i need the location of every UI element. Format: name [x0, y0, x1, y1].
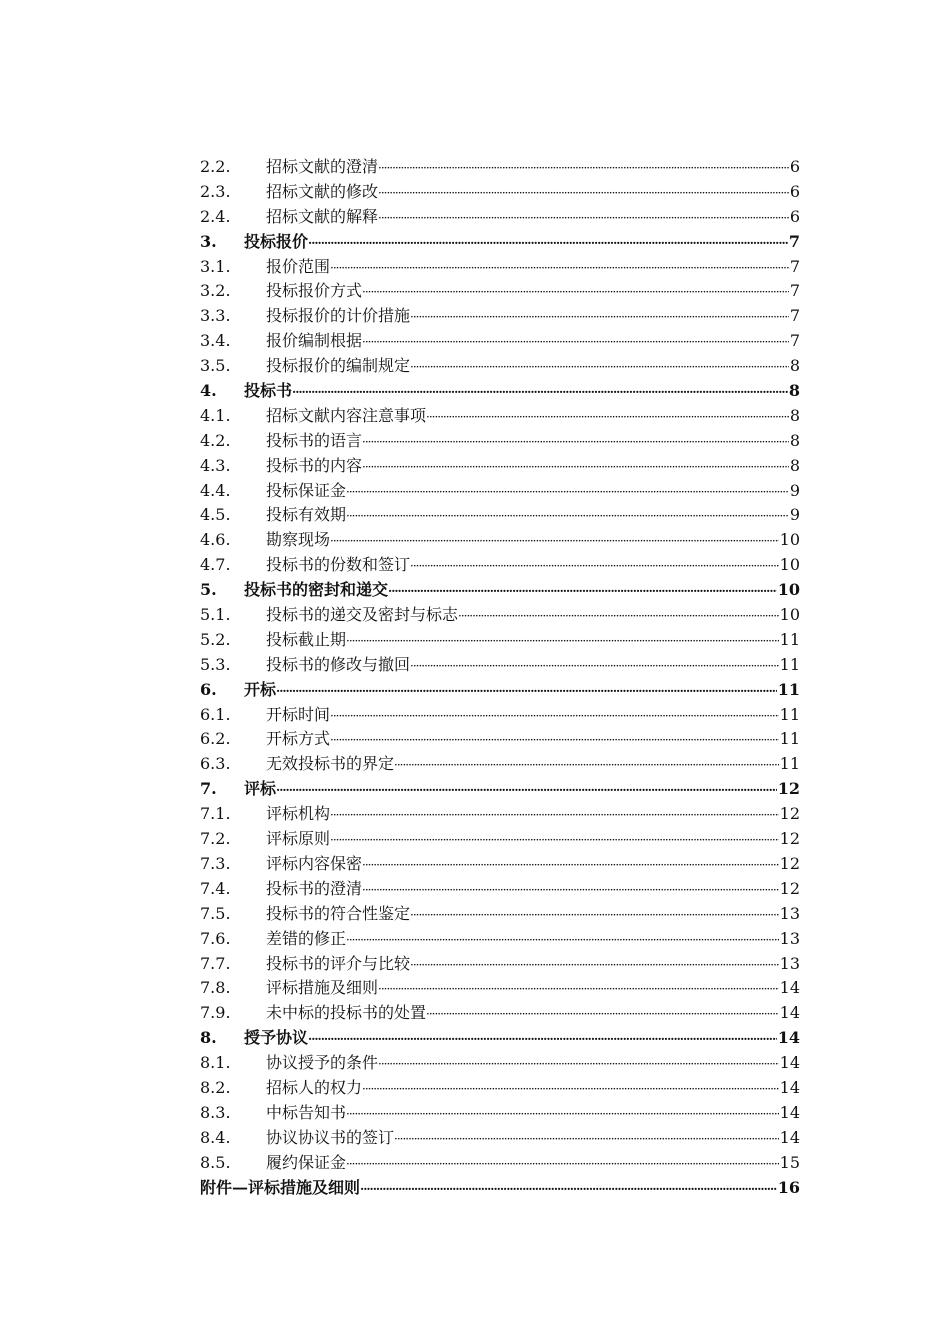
toc-subsection-entry[interactable]	[200, 354, 800, 379]
toc-subsection-entry[interactable]	[200, 927, 800, 952]
toc-subsection-entry[interactable]	[200, 827, 800, 852]
toc-entry-page-number: 14	[779, 1053, 800, 1073]
toc-entry-page-number: 11	[779, 654, 800, 674]
toc-entry-number: 7.2.	[200, 829, 231, 849]
toc-entry-number: 6.2.	[200, 729, 231, 749]
toc-entry-number: 4.	[200, 381, 217, 401]
toc-subsection-entry[interactable]	[200, 304, 800, 329]
toc-entry-title: 附件—评标措施及细则	[200, 1177, 361, 1197]
toc-entry-number: 7.9.	[200, 1003, 231, 1023]
toc-subsection-entry[interactable]	[200, 1151, 800, 1176]
toc-entry-number: 6.1.	[200, 704, 231, 724]
toc-entry-title: 投标报价方式	[266, 281, 363, 301]
toc-entry-page-number: 8	[789, 455, 800, 475]
toc-entry-number: 2.4.	[200, 206, 231, 226]
toc-dot-leader	[388, 579, 777, 604]
toc-section-entry[interactable]	[200, 1026, 800, 1051]
toc-entry-page-number: 11	[779, 704, 800, 724]
toc-entry-number: 7.3.	[200, 853, 231, 873]
toc-entry-title: 投标有效期	[266, 505, 347, 525]
toc-entry-number: 8.5.	[200, 1152, 231, 1172]
toc-entry-number: 3.1.	[200, 256, 231, 276]
toc-dot-leader	[458, 604, 779, 629]
toc-entry-title: 投标截止期	[266, 629, 347, 649]
toc-entry-page-number: 9	[789, 505, 800, 525]
toc-entry-page-number: 8	[788, 381, 800, 401]
toc-entry-title: 投标书的澄清	[266, 878, 363, 898]
toc-entry-page-number: 6	[789, 181, 800, 201]
toc-dot-leader	[346, 928, 779, 953]
toc-entry-number: 2.3.	[200, 181, 231, 201]
toc-entry-number: 3.3.	[200, 306, 231, 326]
toc-entry-title: 投标书的密封和递交	[244, 580, 389, 600]
toc-subsection-entry[interactable]	[200, 1051, 800, 1076]
toc-entry-title: 协议协议书的签订	[266, 1127, 395, 1147]
toc-subsection-entry[interactable]	[200, 1001, 800, 1026]
toc-entry-title: 招标文献的解释	[266, 206, 379, 226]
toc-dot-leader	[362, 430, 789, 455]
toc-entry-page-number: 12	[779, 804, 800, 824]
toc-entry-title: 评标原则	[266, 829, 331, 849]
toc-dot-leader	[378, 181, 789, 206]
toc-dot-leader	[346, 480, 789, 505]
toc-dot-leader	[308, 1027, 777, 1052]
toc-dot-leader	[292, 380, 788, 405]
toc-entry-page-number: 8	[789, 356, 800, 376]
toc-entry-title: 协议授予的条件	[266, 1053, 379, 1073]
toc-entry-number: 3.	[200, 231, 217, 251]
toc-entry-title: 投标报价	[244, 231, 309, 251]
toc-dot-leader	[410, 305, 789, 330]
toc-entry-number: 2.2.	[200, 157, 231, 176]
toc-dot-leader	[346, 1152, 779, 1177]
toc-section-entry[interactable]	[200, 578, 800, 603]
toc-entry-title: 未中标的投标书的处置	[266, 1003, 427, 1023]
toc-subsection-entry[interactable]	[200, 703, 800, 728]
toc-section-entry[interactable]	[200, 379, 800, 404]
toc-entry-title: 投标书的评介与比较	[266, 953, 411, 973]
toc-entry-number: 5.2.	[200, 629, 231, 649]
toc-dot-leader	[276, 778, 777, 803]
toc-dot-leader	[410, 355, 789, 380]
toc-entry-page-number: 14	[779, 1077, 800, 1097]
toc-entry-title: 履约保证金	[266, 1152, 347, 1172]
toc-subsection-entry[interactable]	[200, 603, 800, 628]
toc-subsection-entry[interactable]	[200, 404, 800, 429]
toc-entry-title: 投标保证金	[266, 480, 347, 500]
toc-entry-page-number: 11	[779, 754, 800, 774]
toc-entry-page-number: 11	[779, 729, 800, 749]
toc-dot-leader	[426, 1002, 779, 1027]
toc-entry-number: 7.1.	[200, 804, 231, 824]
toc-dot-leader	[362, 280, 789, 305]
toc-dot-leader	[378, 156, 789, 181]
toc-subsection-entry[interactable]	[200, 628, 800, 653]
toc-entry-number: 4.7.	[200, 555, 231, 575]
toc-entry-number: 4.5.	[200, 505, 231, 525]
toc-entry-number: 8.	[200, 1028, 217, 1048]
toc-entry-title: 投标书的递交及密封与标志	[266, 605, 459, 625]
toc-subsection-entry[interactable]	[200, 180, 800, 205]
toc-dot-leader	[330, 803, 779, 828]
toc-entry-page-number: 9	[789, 480, 800, 500]
toc-entry-number: 7.7.	[200, 953, 231, 973]
toc-entry-page-number: 11	[779, 629, 800, 649]
toc-entry-number: 7.6.	[200, 928, 231, 948]
toc-entry-title: 投标书的修改与撤回	[266, 654, 411, 674]
toc-entry-number: 3.5.	[200, 356, 231, 376]
toc-dot-leader	[410, 953, 779, 978]
toc-entry-number: 3.2.	[200, 281, 231, 301]
toc-entry-title: 报价范围	[266, 256, 331, 276]
toc-entry-number: 4.4.	[200, 480, 231, 500]
toc-dot-leader	[410, 903, 779, 928]
toc-dot-leader	[330, 256, 789, 281]
toc-entry-title: 报价编制根据	[266, 331, 363, 351]
toc-section-entry[interactable]	[200, 777, 800, 802]
toc-dot-leader	[378, 977, 779, 1002]
toc-section-entry[interactable]	[200, 678, 800, 703]
toc-subsection-entry[interactable]	[200, 528, 800, 553]
toc-entry-number: 4.6.	[200, 530, 231, 550]
toc-entry-page-number: 14	[779, 1003, 800, 1023]
toc-entry-page-number: 10	[777, 580, 800, 600]
toc-entry-page-number: 13	[779, 928, 800, 948]
toc-subsection-entry[interactable]	[200, 503, 800, 528]
toc-subsection-entry[interactable]	[200, 877, 800, 902]
toc-subsection-entry[interactable]	[200, 802, 800, 827]
toc-subsection-entry[interactable]	[200, 727, 800, 752]
toc-entry-title: 投标书的语言	[266, 430, 363, 450]
toc-subsection-entry[interactable]	[200, 479, 800, 504]
toc-entry-number: 5.3.	[200, 654, 231, 674]
toc-entry-title: 开标方式	[266, 729, 331, 749]
toc-entry-page-number: 13	[779, 903, 800, 923]
toc-dot-leader	[330, 728, 779, 753]
toc-dot-leader	[360, 1177, 777, 1202]
toc-entry-number: 7.	[200, 779, 217, 799]
toc-subsection-entry[interactable]	[200, 902, 800, 927]
toc-entry-number: 8.4.	[200, 1127, 231, 1147]
toc-subsection-entry[interactable]	[200, 454, 800, 479]
toc-dot-leader	[276, 679, 777, 704]
toc-dot-leader	[378, 1052, 779, 1077]
toc-entry-page-number: 10	[779, 530, 800, 550]
toc-dot-leader	[330, 828, 779, 853]
toc-subsection-entry[interactable]	[200, 429, 800, 454]
toc-dot-leader	[362, 878, 779, 903]
toc-entry-page-number: 6	[789, 206, 800, 226]
toc-entry-title: 招标文献内容注意事项	[266, 405, 427, 425]
toc-entry-title: 差错的修正	[266, 928, 347, 948]
toc-entry-page-number: 12	[779, 853, 800, 873]
toc-subsection-entry[interactable]	[200, 976, 800, 1001]
toc-subsection-entry[interactable]	[200, 1076, 800, 1101]
toc-entry-page-number: 14	[779, 1127, 800, 1147]
toc-dot-leader	[362, 455, 789, 480]
toc-subsection-entry[interactable]	[200, 279, 800, 304]
toc-entry-page-number: 13	[779, 953, 800, 973]
toc-entry-page-number: 12	[779, 829, 800, 849]
toc-entry-number: 6.	[200, 679, 217, 699]
toc-entry-page-number: 14	[777, 1028, 800, 1048]
toc-entry-title: 投标书的符合性鉴定	[266, 903, 411, 923]
toc-dot-leader	[308, 231, 788, 256]
toc-entry-title: 授予协议	[244, 1028, 309, 1048]
toc-entry-number: 7.4.	[200, 878, 231, 898]
toc-entry-title: 招标文献的修改	[266, 181, 379, 201]
toc-dot-leader	[394, 753, 779, 778]
toc-entry-page-number: 7	[789, 306, 800, 326]
toc-entry-title: 投标书的份数和签订	[266, 555, 411, 575]
toc-entry-page-number: 7	[789, 281, 800, 301]
toc-dot-leader	[362, 330, 789, 355]
toc-dot-leader	[362, 853, 779, 878]
toc-entry-title: 投标报价的编制规定	[266, 356, 411, 376]
toc-entry-page-number: 7	[789, 256, 800, 276]
toc-entry-page-number: 8	[789, 405, 800, 425]
toc-subsection-entry[interactable]	[200, 553, 800, 578]
toc-entry-title: 评标内容保密	[266, 853, 363, 873]
toc-entry-page-number: 7	[788, 231, 800, 251]
toc-entry-page-number: 10	[779, 555, 800, 575]
toc-entry-title: 开标	[244, 679, 277, 699]
toc-entry-title: 投标书的内容	[266, 455, 363, 475]
toc-entry-number: 7.5.	[200, 903, 231, 923]
toc-dot-leader	[346, 1102, 779, 1127]
toc-entry-title: 开标时间	[266, 704, 331, 724]
toc-entry-page-number: 14	[779, 978, 800, 998]
toc-entry-number: 6.3.	[200, 754, 231, 774]
toc-entry-page-number: 8	[789, 430, 800, 450]
toc-entry-title: 评标	[244, 779, 277, 799]
toc-entry-page-number: 14	[779, 1102, 800, 1122]
toc-entry-page-number: 7	[789, 331, 800, 351]
toc-entry-number: 7.8.	[200, 978, 231, 998]
toc-subsection-entry[interactable]	[200, 653, 800, 678]
toc-entry-title: 投标报价的计价措施	[266, 306, 411, 326]
toc-dot-leader	[346, 504, 789, 529]
toc-entry-page-number: 10	[779, 605, 800, 625]
toc-dot-leader	[410, 554, 779, 579]
toc-entry-title: 评标机构	[266, 804, 331, 824]
toc-entry-page-number: 6	[789, 157, 800, 176]
toc-subsection-entry[interactable]	[200, 952, 800, 977]
toc-entry-page-number: 11	[777, 679, 800, 699]
toc-section-entry[interactable]	[200, 230, 800, 255]
toc-entry-title: 招标人的权力	[266, 1077, 363, 1097]
toc-dot-leader	[362, 1077, 779, 1102]
toc-entry-title: 中标告知书	[266, 1102, 347, 1122]
toc-subsection-entry[interactable]	[200, 852, 800, 877]
toc-entry-page-number: 15	[779, 1152, 800, 1172]
toc-entry-page-number: 12	[777, 779, 800, 799]
toc-entry-number: 4.1.	[200, 405, 231, 425]
toc-entry-title: 评标措施及细则	[266, 978, 379, 998]
toc-entry-title: 投标书	[244, 381, 293, 401]
toc-subsection-entry[interactable]	[200, 205, 800, 230]
toc-entry-page-number: 16	[777, 1177, 800, 1197]
toc-entry-page-number: 12	[779, 878, 800, 898]
toc-entry-number: 4.3.	[200, 455, 231, 475]
toc-entry-title: 招标文献的澄清	[266, 157, 379, 176]
toc-dot-leader	[330, 704, 779, 729]
toc-entry-number: 3.4.	[200, 331, 231, 351]
toc-entry-number: 5.	[200, 580, 217, 600]
table-of-contents	[200, 155, 800, 1200]
toc-entry-number: 4.2.	[200, 430, 231, 450]
toc-entry-number: 8.3.	[200, 1102, 231, 1122]
toc-subsection-entry[interactable]	[200, 329, 800, 354]
toc-dot-leader	[378, 206, 789, 231]
toc-dot-leader	[330, 529, 779, 554]
toc-dot-leader	[394, 1127, 779, 1152]
toc-dot-leader	[346, 629, 779, 654]
toc-entry-number: 5.1.	[200, 605, 231, 625]
toc-subsection-entry[interactable]	[200, 255, 800, 280]
toc-subsection-entry[interactable]	[200, 1101, 800, 1126]
toc-entry-title: 勘察现场	[266, 530, 331, 550]
toc-entry-number: 8.1.	[200, 1053, 231, 1073]
toc-subsection-entry[interactable]	[200, 752, 800, 777]
toc-entry-number: 8.2.	[200, 1077, 231, 1097]
toc-subsection-entry[interactable]	[200, 1126, 800, 1151]
toc-subsection-entry[interactable]	[200, 155, 800, 180]
toc-entry-title: 无效投标书的界定	[266, 754, 395, 774]
toc-section-entry[interactable]	[200, 1176, 800, 1201]
toc-dot-leader	[426, 405, 789, 430]
toc-dot-leader	[410, 654, 779, 679]
